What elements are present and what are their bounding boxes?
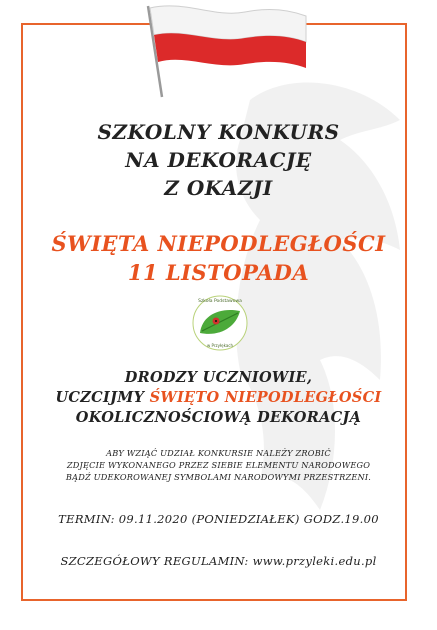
school-logo bbox=[190, 293, 250, 353]
logo-text-bottom: w Przyłękach bbox=[206, 343, 234, 348]
greeting-line-1: DRODZY UCZNIOWIE, bbox=[124, 369, 313, 386]
heading-line-1: SZKOLNY KONKURS bbox=[97, 120, 340, 144]
regulations-link[interactable]: SZCZEGÓŁOWY REGULAMIN: www.przyleki.edu.pl bbox=[60, 554, 377, 568]
rules-line-2: ZDJĘCIE WYKONANEGO PRZEZ SIEBIE ELEMENTU NARODOWEGO bbox=[66, 460, 371, 470]
greeting-prefix: UCZCIJMY bbox=[55, 389, 150, 406]
logo-text-top: Szkoła Podstawowa bbox=[198, 299, 242, 304]
rules-line-3: BĄDŹ UDEKOROWANEJ SYMBOLAMI NARODOWYMI PRZESTRZENI. bbox=[65, 472, 372, 482]
greeting-line-3: OKOLICZNOŚCIOWĄ DEKORACJĄ bbox=[75, 409, 362, 426]
greeting-highlight: ŚWIĘTO NIEPODLEGŁOŚCI bbox=[149, 389, 382, 406]
polish-flag-icon bbox=[140, 2, 310, 102]
greeting-line-2 bbox=[0, 388, 437, 408]
heading-line-2: NA DEKORACJĘ bbox=[125, 148, 312, 172]
deadline: TERMIN: 09.11.2020 (PONIEDZIAŁEK) GODZ.19.00 bbox=[58, 512, 379, 526]
rules-line-1: ABY WZIĄĆ UDZIAŁ KONKURSIE NALEŻY ZROBIĆ bbox=[106, 448, 331, 458]
heading-line-3: Z OKAZJI bbox=[164, 176, 273, 200]
holiday-title: ŚWIĘTA NIEPODLEGŁOŚCI bbox=[51, 231, 386, 256]
holiday-date: 11 LISTOPADA bbox=[127, 260, 310, 285]
